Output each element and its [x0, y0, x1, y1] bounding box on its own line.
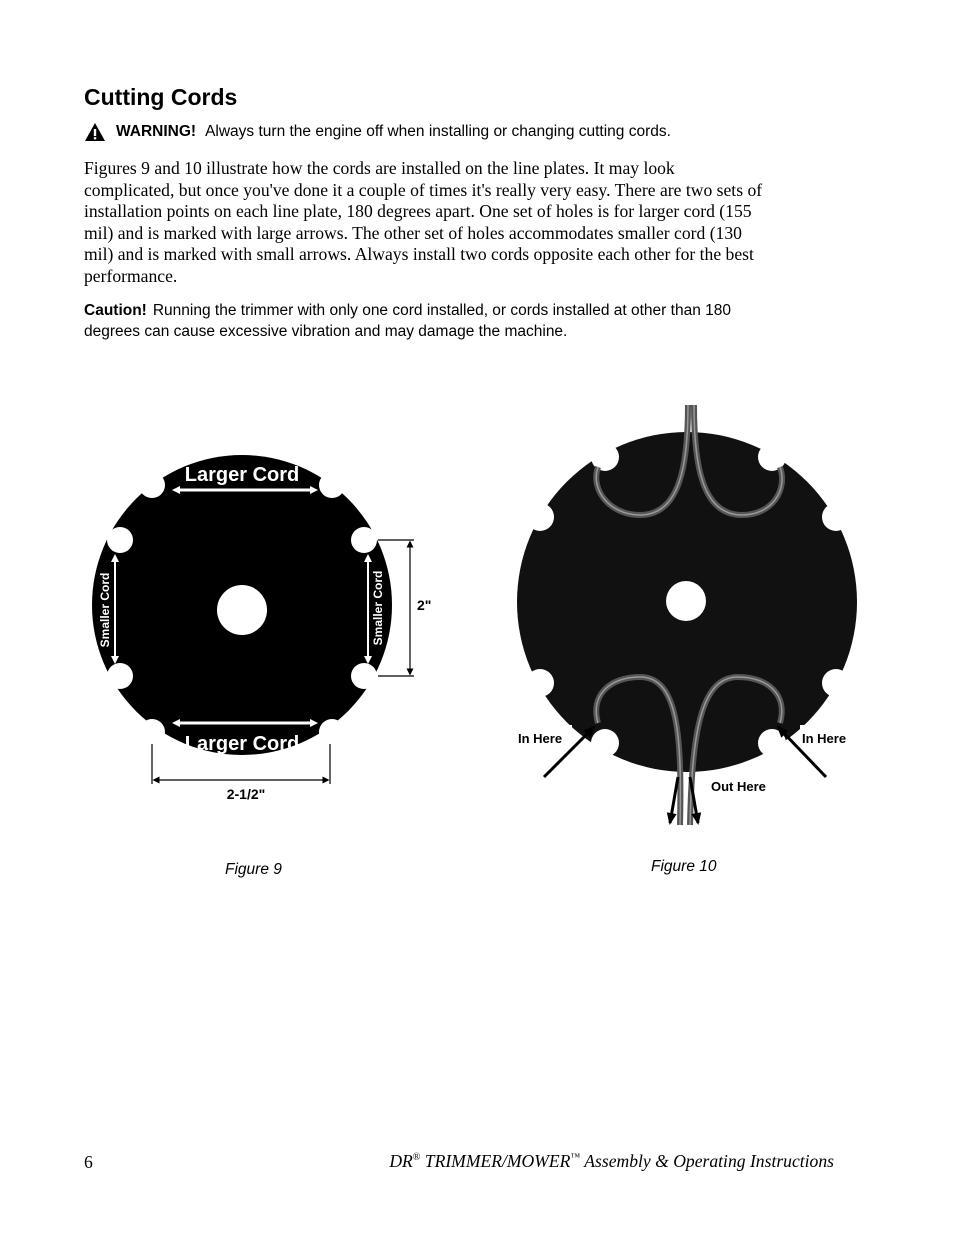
footer-product: TRIMMER/MOWER	[420, 1151, 571, 1171]
section-heading: Cutting Cords	[84, 84, 238, 110]
out-here-label: Out Here	[711, 779, 766, 794]
smaller-cord-label-left: Smaller Cord	[98, 572, 112, 648]
figure-10-cord-routing-photo	[510, 405, 870, 835]
intro-line: mil) and is marked with small arrows. Always install two cords opposite each other for the best	[84, 244, 754, 265]
footer-rest: Assembly & Operating Instructions	[580, 1151, 834, 1171]
warning-line	[84, 122, 671, 142]
intro-line: performance.	[84, 265, 178, 286]
footer-brand: DR	[389, 1151, 413, 1171]
trademark-mark: ™	[570, 1152, 581, 1164]
footer-title	[389, 1151, 834, 1172]
intro-paragraph	[84, 158, 834, 288]
registered-mark: ®	[412, 1152, 421, 1164]
warning-triangle-icon	[84, 122, 106, 142]
caution-label: Caution!	[84, 302, 147, 319]
intro-line: mil) and is marked with large arrows. The other set of holes accommodates smaller cord (130	[84, 222, 742, 243]
in-here-label-left: In Here	[518, 731, 563, 746]
intro-line: complicated, but once you've done it a couple of times it's really very easy. There are two sets of	[84, 179, 763, 200]
larger-cord-label-top: Larger Cord	[184, 464, 300, 486]
figure-9-caption: Figure 9	[225, 861, 282, 878]
out-here-arrow-left	[670, 777, 678, 823]
caution-line: degrees can cause excessive vibration and may damage the machine.	[84, 322, 568, 340]
dimension-2-inch: 2"	[417, 597, 432, 613]
warning-text: Always turn the engine off when installing or changing cutting cords.	[205, 123, 671, 140]
warning-label: WARNING!	[116, 123, 197, 140]
figure-9-line-plate-diagram	[80, 432, 440, 812]
in-here-label-right: In Here	[802, 731, 847, 746]
page-number: 6	[84, 1152, 93, 1172]
intro-line: installation points on each line plate, 180 degrees apart. One set of holes is for larger cord (155	[84, 201, 752, 222]
caution-paragraph	[84, 301, 824, 342]
intro-line: Figures 9 and 10 illustrate how the cords are installed on the line plates. It may look	[84, 158, 675, 178]
center-hole	[666, 581, 706, 621]
center-hole	[217, 585, 267, 635]
figure-10-caption: Figure 10	[651, 858, 717, 875]
larger-cord-label-bottom: Larger Cord	[184, 733, 300, 755]
caution-line: Running the trimmer with only one cord installed, or cords installed at other than 180	[152, 302, 731, 319]
dimension-2-half-inch: 2-1/2"	[226, 786, 266, 802]
smaller-cord-label-right: Smaller Cord	[371, 570, 385, 646]
